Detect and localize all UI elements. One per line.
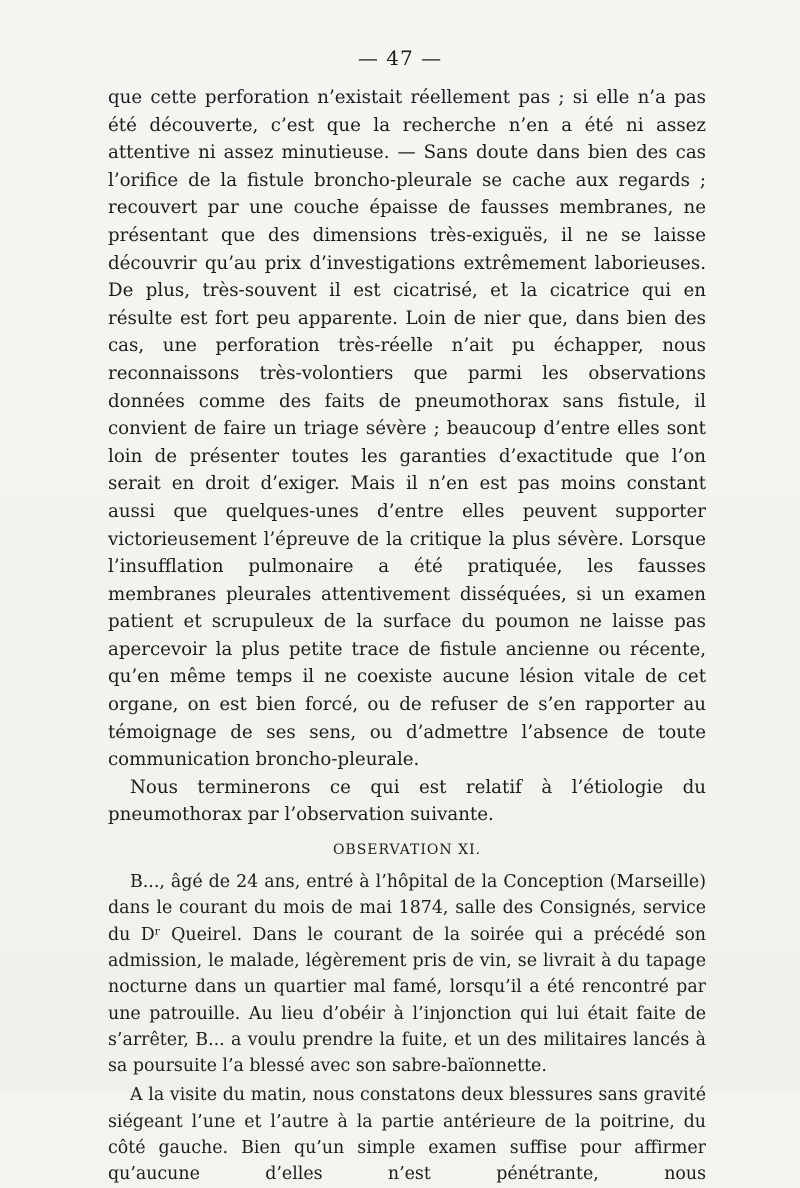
text-block [108, 84, 706, 1188]
page-number: — 47 — [357, 46, 443, 70]
paragraph-transition: Nous terminerons ce qui est relatif à l’étiologie du pneumothorax par l’observation suivante. [108, 776, 706, 826]
observation-title: OBSERVATION XI. [332, 842, 482, 859]
paragraph-case-history: B..., âgé de 24 ans, entré à l’hôpital de la Conception (Marseille) dans le courant du mois de mai 1874, salle des Consignés, service du Dʳ Queirel. Dans le courant de la soirée qui a précédé son admission, le malade, légèrement pris de vin, se livrait à du tapage nocturne dans un quartier mal famé, lorsqu’il a été rencontré par une patrouille. Au lieu d’obéir à l’injonction qui lui était faite de s’arrêter, B... a voulu prendre la fuite, et un des militaires lancés à sa poursuite l’a blessé avec son sabre-baïonnette. [108, 872, 706, 1077]
paragraph-perforation-discussion: que cette perforation n’existait réellement pas ; si elle n’a pas été découverte, c’est que la recherche n’en a été ni assez attentive ni assez minutieuse. — Sans doute dans bien des cas l’orifice de la fistule broncho-pleurale se cache aux regards ; recouvert par une couche épaisse de fausses membranes, ne présentant que des dimensions très-exiguës, il ne se laisse découvrir qu’au prix d’investigations extrêmement laborieuses. De plus, très-souvent il est cicatrisé, et la cicatrice qui en résulte est fort peu apparente. Loin de nier que, dans bien des cas, une perforation très-réelle n’ait pu échapper, nous reconnaissons très-volontiers que parmi les observations données comme des faits de pneumothorax sans fistule, il convient de faire un triage sévère ; beaucoup d’entre elles sont loin de présenter toutes les garanties d’exactitude que l’on serait en droit d’exiger. Mais il n’en est pas moins constant aussi que quelques-unes d’entre elles peuvent supporter victorieusement l’épreuve de la critique la plus sévère. Lorsque l’insufflation pulmonaire a été pratiquée, les fausses membranes pleurales attentivement disséquées, si un examen patient et scrupuleux de la surface du poumon ne laisse pas apercevoir la plus petite trace de fistule ancienne ou récente, qu’en même temps il ne coexiste aucune lésion vitale de cet organe, on est bien forcé, ou de refuser de s’en rapporter au témoignage de ses sens, ou d’admettre l’absence de toute communication broncho-pleurale. [108, 87, 706, 771]
paragraph-morning-visit: A la visite du matin, nous constatons deux blessures sans gravité siégeant l’une et l’autre à la partie antérieure de la poitrine, du côté gauche. Bien qu’un simple examen suffise pour affirmer qu’aucune d’elles n’est pénétrante, nous [108, 1085, 706, 1185]
